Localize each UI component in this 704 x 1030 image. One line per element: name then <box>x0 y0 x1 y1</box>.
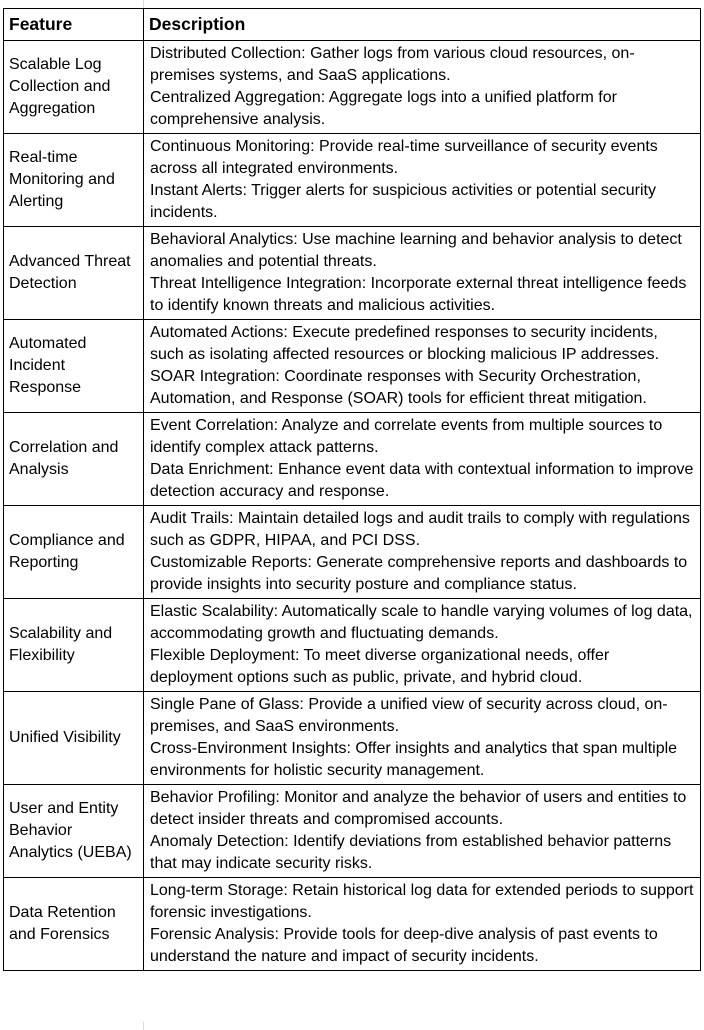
description-line: Data Enrichment: Enhance event data with contextual information to improve detection accuracy and response. <box>150 461 694 500</box>
feature-cell: Real-time Monitoring and Alerting <box>4 134 144 227</box>
description-line: Long-term Storage: Retain historical log data for extended periods to support forensic investigations. <box>150 882 694 921</box>
description-line: Behavior Profiling: Monitor and analyze the behavior of users and entities to detect insider threats and compromised accounts. <box>150 789 687 828</box>
description-cell <box>144 506 701 599</box>
description-cell <box>144 692 701 785</box>
description-cell <box>144 41 701 134</box>
description-line: SOAR Integration: Coordinate responses with Security Orchestration, Automation, and Response (SOAR) tools for efficient threat mitigation. <box>150 368 647 407</box>
description-line: Instant Alerts: Trigger alerts for suspicious activities or potential security incidents. <box>150 182 656 221</box>
description-column-header: Description <box>144 9 701 41</box>
feature-cell: Scalability and Flexibility <box>4 599 144 692</box>
table-row <box>4 506 701 599</box>
feature-column-header: Feature <box>4 9 144 41</box>
table-row <box>4 134 701 227</box>
description-line: Behavioral Analytics: Use machine learning and behavior analysis to detect anomalies and potential threats. <box>150 231 682 270</box>
table-row <box>4 599 701 692</box>
description-line: Threat Intelligence Integration: Incorporate external threat intelligence feeds to identify known threats and malicious activities. <box>150 275 687 314</box>
description-line: Forensic Analysis: Provide tools for deep-dive analysis of past events to understand the nature and impact of security incidents. <box>150 926 658 965</box>
description-cell <box>144 599 701 692</box>
description-line: Flexible Deployment: To meet diverse organizational needs, offer deployment options such as public, private, and hybrid cloud. <box>150 647 610 686</box>
table-row <box>4 785 701 878</box>
description-line: Distributed Collection: Gather logs from various cloud resources, on-premises systems, and SaaS applications. <box>150 45 635 84</box>
table-row <box>4 413 701 506</box>
feature-cell: User and Entity Behavior Analytics (UEBA) <box>4 785 144 878</box>
table-row <box>4 227 701 320</box>
description-cell <box>144 785 701 878</box>
description-cell <box>144 227 701 320</box>
table-row <box>4 692 701 785</box>
description-line: Continuous Monitoring: Provide real-time surveillance of security events across all integrated environments. <box>150 138 658 177</box>
feature-cell: Automated Incident Response <box>4 320 144 413</box>
description-line: Anomaly Detection: Identify deviations from established behavior patterns that may indicate security risks. <box>150 833 672 872</box>
description-line: Single Pane of Glass: Provide a unified view of security across cloud, on-premises, and SaaS environments. <box>150 696 668 735</box>
table-row <box>4 320 701 413</box>
feature-cell: Scalable Log Collection and Aggregation <box>4 41 144 134</box>
feature-cell: Unified Visibility <box>4 692 144 785</box>
feature-cell: Correlation and Analysis <box>4 413 144 506</box>
description-line: Automated Actions: Execute predefined responses to security incidents, such as isolating affected resources or blocking malicious IP addresses. <box>150 324 660 363</box>
description-line: Centralized Aggregation: Aggregate logs into a unified platform for comprehensive analysis. <box>150 89 617 128</box>
description-line: Cross-Environment Insights: Offer insights and analytics that span multiple environments for holistic security management. <box>150 740 678 779</box>
table-row <box>4 878 701 971</box>
description-cell <box>144 413 701 506</box>
feature-cell: Advanced Threat Detection <box>4 227 144 320</box>
description-cell <box>144 320 701 413</box>
description-cell <box>144 134 701 227</box>
feature-cell: Data Retention and Forensics <box>4 878 144 971</box>
description-line: Customizable Reports: Generate comprehensive reports and dashboards to provide insights into security posture and compliance status. <box>150 554 688 593</box>
description-line: Event Correlation: Analyze and correlate events from multiple sources to identify complex attack patterns. <box>150 417 663 456</box>
description-cell <box>144 878 701 971</box>
table-row <box>4 41 701 134</box>
description-line: Audit Trails: Maintain detailed logs and audit trails to comply with regulations such as GDPR, HIPAA, and PCI DSS. <box>150 510 690 549</box>
gridline-stub-bottom <box>143 1022 144 1030</box>
header-row <box>4 9 701 41</box>
feature-description-table <box>3 8 701 971</box>
description-line: Elastic Scalability: Automatically scale to handle varying volumes of log data, accommodating growth and fluctuating demands. <box>150 603 693 642</box>
feature-cell: Compliance and Reporting <box>4 506 144 599</box>
